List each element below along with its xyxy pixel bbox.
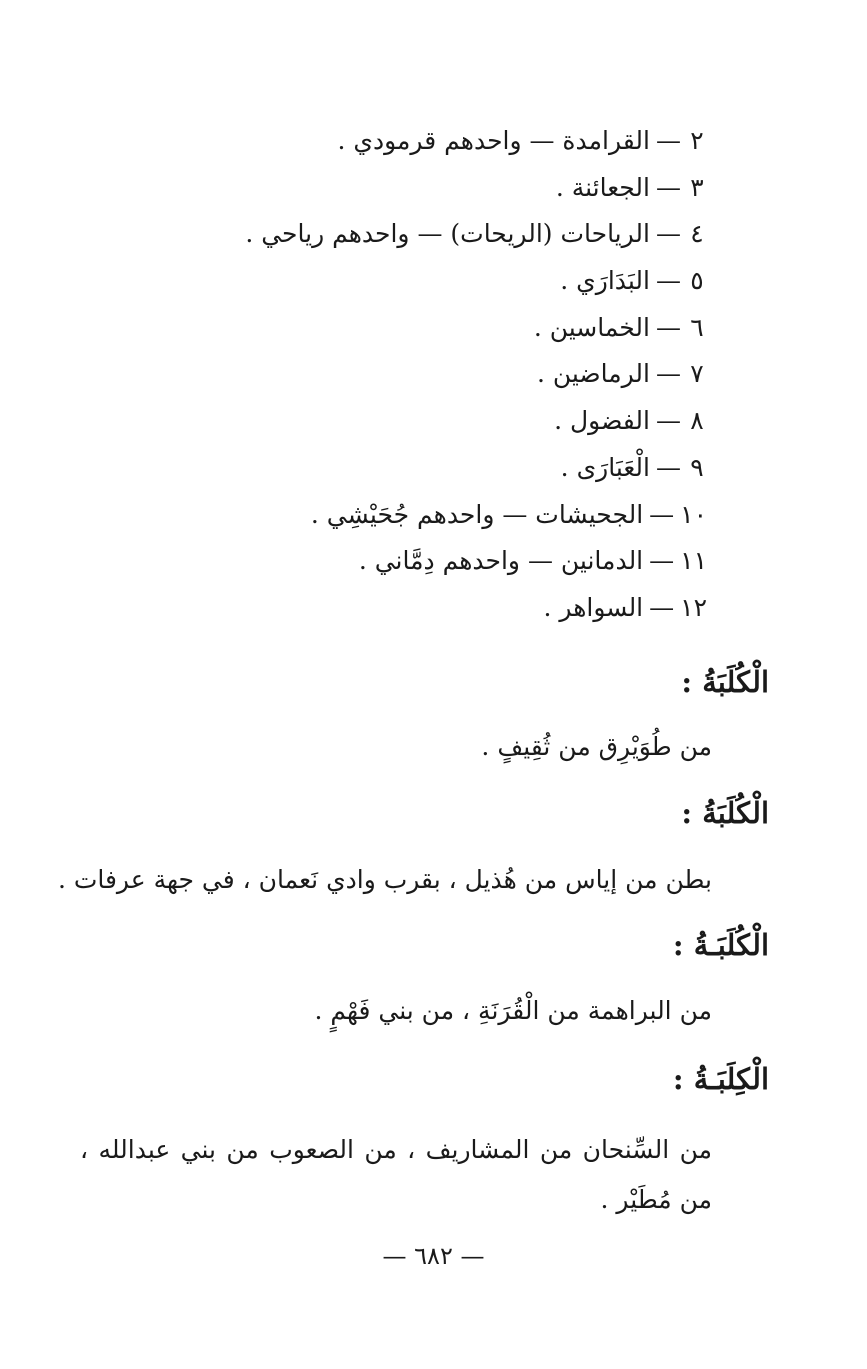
entry-heading: الْكُلَبَةُ : xyxy=(681,665,769,699)
item-number: ٣ xyxy=(690,172,704,202)
entry-body: من البراهمة من الْقُرَنَةِ ، من بني فَهْمٍ . xyxy=(314,996,712,1025)
item-number: ١٢ xyxy=(680,592,707,622)
entry-body: بطن من إياس من هُذيل ، بقرب وادي نَعمان ، في جهة عرفات . xyxy=(57,865,712,894)
list-item xyxy=(147,492,707,539)
item-dash: — xyxy=(656,359,681,389)
item-text: القرامدة — واحدهم قرمودي . xyxy=(337,126,650,155)
list-item xyxy=(147,118,707,165)
list-item xyxy=(147,585,707,632)
item-number: ٤ xyxy=(690,219,704,249)
item-text: البَدَارَي . xyxy=(560,266,650,296)
entry-body: من السِّنحان من المشاريف ، من الصعوب من بني عبدالله ، من مُطَيْر . xyxy=(80,1135,712,1214)
item-text: الجعائنة . xyxy=(555,172,650,202)
entry-heading: الْكِلَبَـةُ : xyxy=(672,1062,769,1096)
item-dash: — xyxy=(649,499,675,529)
list-item xyxy=(147,258,707,305)
item-text: السواهر . xyxy=(543,592,644,622)
item-dash: — xyxy=(656,312,681,342)
item-number: ٥ xyxy=(690,266,704,296)
page-number: — ٦٨٢ — xyxy=(382,1242,485,1270)
list-item xyxy=(147,211,707,258)
item-dash: — xyxy=(656,126,681,155)
item-number: ١٠ xyxy=(680,499,707,529)
list-item xyxy=(147,165,707,212)
item-text: الرماضين . xyxy=(536,359,650,389)
item-text: الفضول . xyxy=(554,406,650,436)
item-dash: — xyxy=(656,406,681,436)
subdivision-list xyxy=(147,118,707,632)
list-item xyxy=(147,305,707,352)
item-text: الدمانين — واحدهم دِمَّاني . xyxy=(358,546,644,576)
item-number: ٢ xyxy=(690,126,704,155)
item-text: الجحيشات — واحدهم جُحَيْشِي . xyxy=(310,499,644,529)
item-number: ٦ xyxy=(690,312,704,342)
item-number: ٨ xyxy=(690,406,704,436)
entry-heading: الْكُلَبَةُ : xyxy=(681,796,769,830)
item-number: ١١ xyxy=(680,546,707,576)
list-item xyxy=(147,445,707,492)
item-dash: — xyxy=(656,266,681,296)
item-text: الخماسين . xyxy=(533,312,650,342)
list-item xyxy=(147,538,707,585)
item-text: الرياحات (الريحات) — واحدهم رياحي . xyxy=(245,219,650,249)
item-dash: — xyxy=(649,592,675,622)
list-item xyxy=(147,351,707,398)
entry-body: من طُوَيْرِق من ثُقِيفٍ . xyxy=(481,732,712,761)
item-dash: — xyxy=(656,172,681,202)
entry-heading: الْكُلَبَـةُ : xyxy=(672,928,769,962)
item-number: ٧ xyxy=(690,359,704,389)
item-dash: — xyxy=(656,219,681,249)
item-dash: — xyxy=(649,546,675,576)
item-dash: — xyxy=(656,452,681,482)
item-text: الْعَبَارَى . xyxy=(560,452,650,482)
list-item xyxy=(147,398,707,445)
item-number: ٩ xyxy=(690,452,704,482)
